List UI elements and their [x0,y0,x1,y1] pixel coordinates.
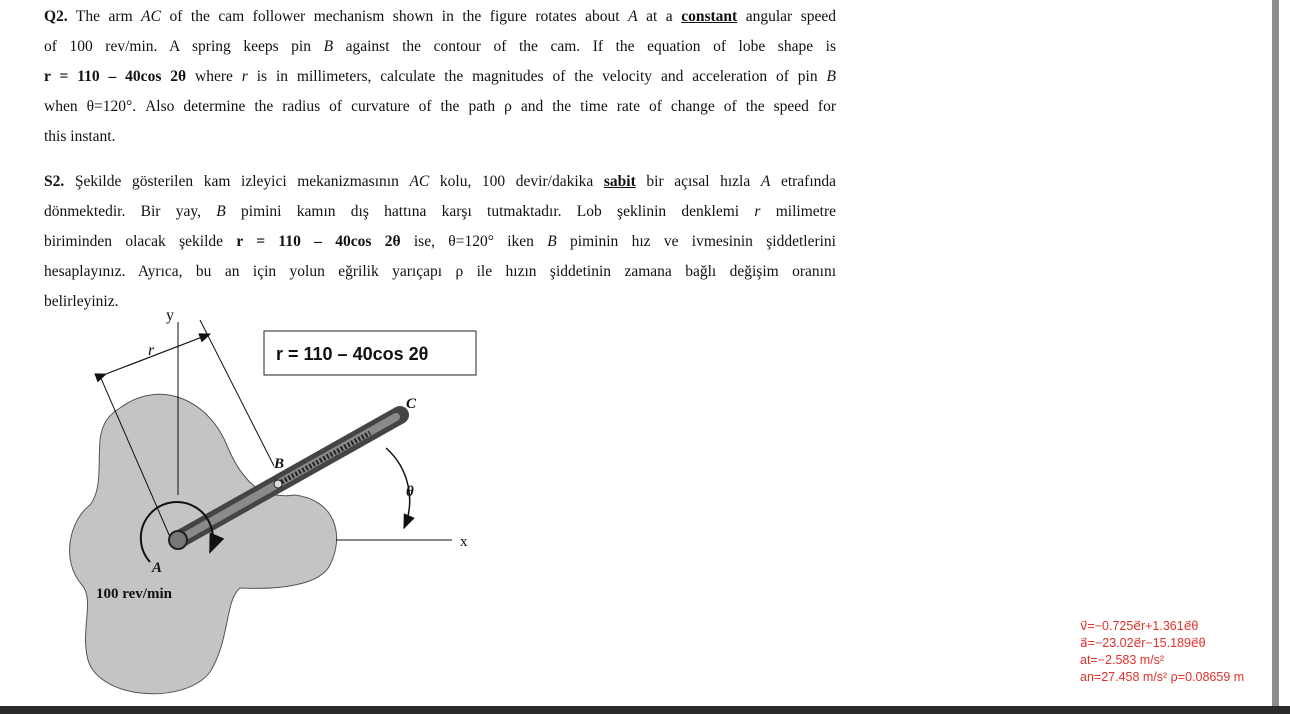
cam-mechanism-figure [60,300,560,708]
label-y: y [166,307,174,324]
q2-line-4: when θ=120°. Also determine the radius of curvature of the path ρ and the time rate of change of the speed for [44,98,836,115]
answer-acceleration: a⃗=−23.02e⃗r−15.189e⃗θ [1080,636,1206,650]
q2-line-2: of 100 rev/min. A spring keeps pin B against the contour of the cam. If the equation of lobe shape is [44,38,836,55]
speed-label: 100 rev/min [96,586,172,602]
label-theta: θ [406,484,414,500]
spring [278,433,370,484]
q2-line-1: Q2. The arm AC of the cam follower mechanism shown in the figure rotates about A at a constant angular speed [44,8,836,25]
sabit-emphasis: sabit [603,173,636,190]
answer-notes [1080,618,1280,686]
cam-lobe-shape [70,394,337,693]
constant-emphasis: constant [681,8,738,25]
scroll-edge [1272,0,1279,714]
s2-equation: r = 110 – 40cos 2θ [236,233,401,250]
s2-line-4: hesaplayınız. Ayrıca, bu an için yolun eğrilik yarıçapı ρ ile hızın şiddetinin zamana bağlı değişim oranını [44,263,836,280]
cam-diagram [60,300,560,708]
label-r: r [148,342,155,359]
equation-text: r = 110 – 40cos 2θ [276,344,429,364]
s2-line-1: S2. Şekilde gösterilen kam izleyici mekanizmasının AC kolu, 100 devir/dakika sabit bir açısal hızla A etrafında [44,173,837,190]
s2-line-3: biriminden olacak şekilde r = 110 – 40cos 2θ ise, θ=120° iken B piminin hız ve ivmesinin şiddetlerini [44,233,836,250]
r-dimension-line [106,334,210,374]
answer-tangential: at=−2.583 m/s² [1080,653,1165,667]
question-q2 [44,2,836,152]
answer-normal-radius: an=27.458 m/s² ρ=0.08659 m [1080,670,1245,684]
label-x: x [460,534,468,550]
viewer-bottom-edge [0,706,1290,714]
pivot-a [169,531,187,549]
q2-line-5: this instant. [44,128,116,145]
q2-line-3: r = 110 – 40cos 2θ where r is in millimeters, calculate the magnitudes of the velocity and acceleration of pin B [44,68,836,85]
q2-label: Q2. [44,8,68,25]
viewer-right-edge [1270,0,1290,714]
answer-velocity: v⃗=−0.725e⃗r+1.361e⃗θ [1080,619,1199,633]
q2-equation: r = 110 – 40cos 2θ [44,68,187,85]
label-b: B [274,456,285,472]
label-c: C [406,396,417,412]
s2-line-5: belirleyiniz. [44,293,119,310]
s2-line-2: dönmektedir. Bir yay, B pimini kamın dış hattına karşı tutmaktadır. Lob şeklinin denklemi r milimetre [44,203,836,220]
question-s2 [44,167,836,317]
s2-label: S2. [44,173,65,190]
pin-b [274,480,282,488]
label-a: A [152,560,163,576]
